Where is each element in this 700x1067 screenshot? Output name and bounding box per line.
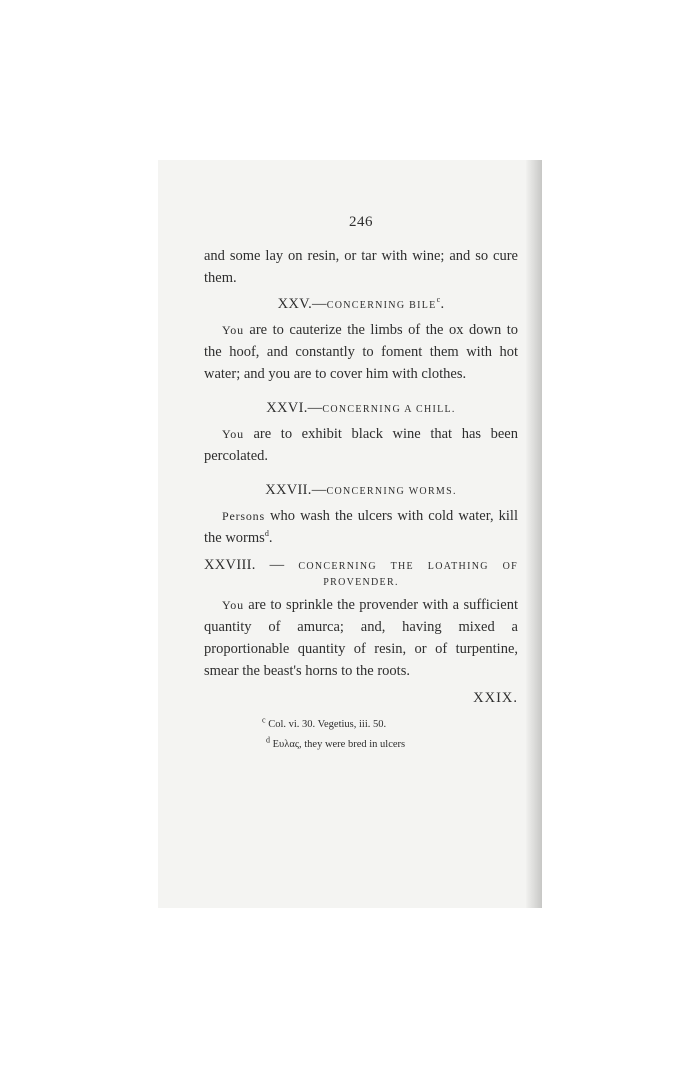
- section-body-xxviii: [204, 594, 518, 682]
- footnotes: [204, 715, 518, 755]
- section-number: XXVIII. —: [204, 557, 285, 573]
- body-text: are to cauterize the limbs of the ox down to the hoof, and constantly to foment them with hot water; and you are to cover him with clothes.: [204, 322, 518, 382]
- footnote-marker: d: [264, 529, 269, 539]
- lead-word: Persons: [222, 509, 265, 523]
- section-heading-xxv: XXV.—CONCERNING BILE$^c$.: [277, 295, 445, 312]
- section-heading-xxvii: [204, 482, 518, 499]
- body-text: are to exhibit black wine that has been percolated.: [204, 426, 518, 464]
- section-number: XXVII.—: [265, 482, 327, 498]
- footnote-mark: d: [266, 735, 270, 745]
- section-title: CONCERNING A CHILL.: [322, 404, 456, 415]
- body-text: who wash the ulcers with cold water, kill the worms: [204, 508, 518, 546]
- section-heading-xxviii: [204, 557, 518, 574]
- page-number: 246: [349, 214, 373, 230]
- footnote-item: [204, 735, 518, 755]
- section-body-xxv: [204, 319, 518, 385]
- section-number: XXV.—: [277, 296, 327, 312]
- body-text: are to sprinkle the provender with a sufficient quantity of amurca; and, having mixed a proportionable quantity of resin, or of turpentine, smear the beast's horns to the roots.: [204, 597, 518, 679]
- opening-paragraph: and some lay on resin, or tar with wine; and so cure them.: [204, 248, 518, 286]
- section-title-continued: PROVENDER.: [323, 577, 399, 588]
- lead-word: You: [222, 323, 244, 337]
- section-body-xxvi: [204, 423, 518, 467]
- body-end: .: [268, 530, 273, 546]
- section-heading-xxvi: [204, 400, 518, 417]
- lead-word: You: [222, 598, 244, 612]
- text-column: [204, 214, 518, 755]
- lead-word: You: [222, 427, 244, 441]
- section-title: CONCERNING WORMS.: [326, 486, 457, 497]
- footnote-text: Col. vi. 30. Vegetius, iii. 50.: [268, 719, 387, 730]
- footnote-mark: c: [262, 715, 266, 725]
- footnote-marker: c: [436, 295, 441, 305]
- page-edge-shadow: [526, 160, 542, 908]
- section-title: CONCERNING THE LOATHING OF: [298, 561, 518, 572]
- section-body-xxvii: [204, 505, 518, 549]
- footnote-text: Ευλας, they were bred in ulcers: [272, 739, 406, 750]
- section-title: CONCERNING BILE: [326, 300, 437, 311]
- footnote-item: [204, 715, 518, 735]
- catchword: XXIX.: [473, 690, 518, 706]
- section-number: XXVI.—: [266, 400, 323, 416]
